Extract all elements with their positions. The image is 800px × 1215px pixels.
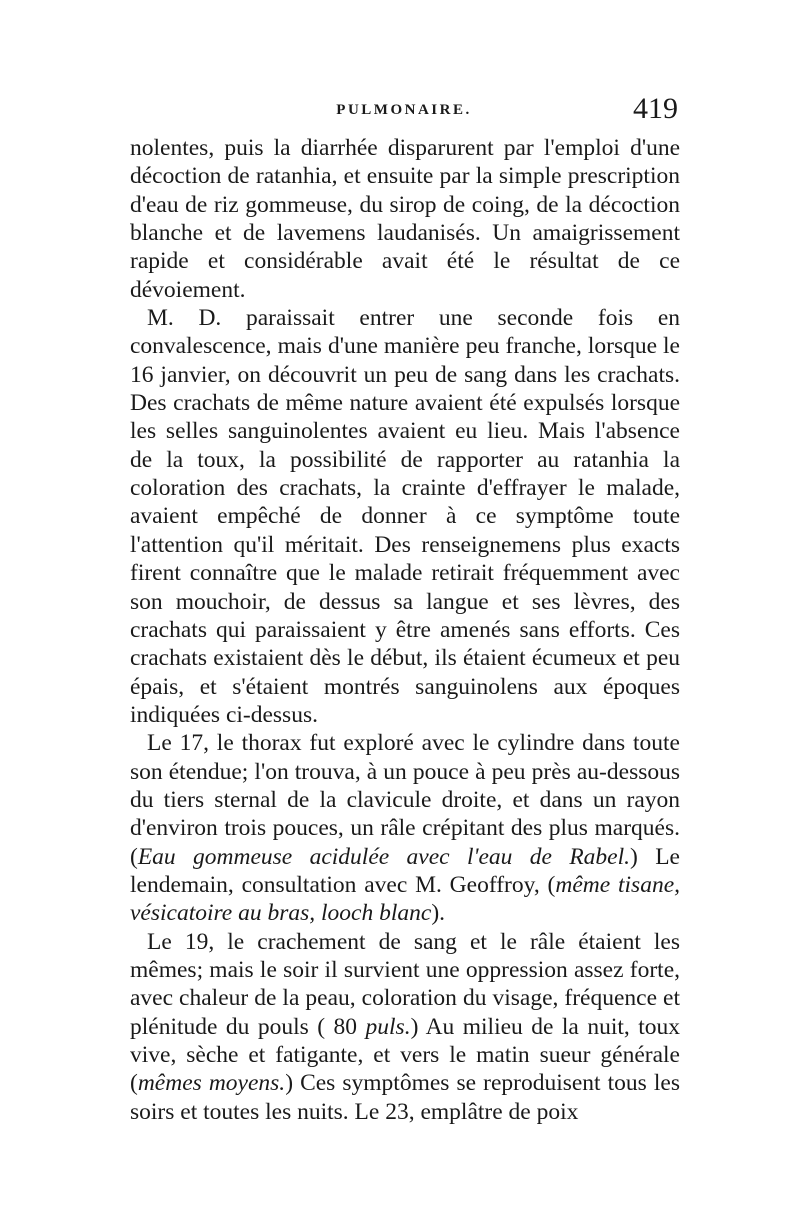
text-run: ) Au milieu de la nuit, toux vive, sèche et fatigante, et vers le matin sueur générale (	[130, 1013, 680, 1097]
pulse-abbrev-italic: puls.	[365, 1013, 411, 1040]
page-number: 419	[633, 92, 678, 125]
paragraph-16-january: M. D. paraissait entrer une seconde fois en convalescence, mais d'une manière peu franche, lorsque le 16 janvier, on découvrit un peu de sang dans les crachats. Des crachats de même nature avaient été expulsés lorsque les selles sanguinolentes avaient eu lieu. Mais l'absence de la toux, la possibilité de rapporter au ratanhia la coloration des crachats, la crainte d'effrayer le malade, avaient empêché de donner à ce symptôme toute l'attention qu'il méritait. Des renseignemens plus exacts firent connaître que le malade retirait fréquemment avec son mouchoir, de dessus sa langue et ses lèvres, des crachats qui paraissaient y être amenés sans efforts. Ces crachats existaient dès le début, ils étaient écumeux et peu épais, et s'étaient montrés sanguinolens aux époques indiquées ci-dessus.	[130, 305, 680, 728]
body-text	[130, 134, 680, 1126]
prescription-italic: même tisane, vésicatoire au bras, looch blanc	[130, 871, 680, 927]
text-run: ) Ces symptômes se reproduisent tous les soirs et toutes les nuits. Le 23, emplâtre de poix	[130, 1070, 680, 1125]
prescription-italic: mêmes moyens.	[137, 1070, 286, 1097]
running-head	[130, 94, 678, 134]
text-run: ).	[431, 900, 446, 927]
paragraph-17-january	[130, 729, 680, 927]
prescription-italic: Eau gommeuse acidulée avec l'eau de Rabel.	[137, 843, 631, 870]
text-run: Le 19, le crachement de sang et le râle étaient les mêmes; mais le soir il survient une oppression assez forte, avec chaleur de la peau, coloration du visage, fréquence et plénitude du pouls ( 80	[130, 928, 680, 1040]
text-run: Le 17, le thorax fut exploré avec le cylindre dans toute son étendue; l'on trouva, à un pouce à peu près au-dessous du tiers sternal de la clavicule droite, et dans un rayon d'environ trois pouces, un râle crépitant des plus marqués. (	[130, 730, 680, 870]
paragraph-19-january	[130, 928, 680, 1126]
running-title: PULMONAIRE.	[336, 102, 472, 118]
paragraph-continuation: nolentes, puis la diarrhée disparurent par l'emploi d'une décoction de ratanhia, et ensuite par la simple prescription d'eau de riz gommeuse, du sirop de coing, de la décoction blanche et de lavemens laudanisés. Un amaigrissement rapide et considérable avait été le résultat de ce dévoiement.	[130, 135, 680, 303]
text-run: ) Le lendemain, consultation avec M. Geoffroy, (	[130, 843, 680, 898]
